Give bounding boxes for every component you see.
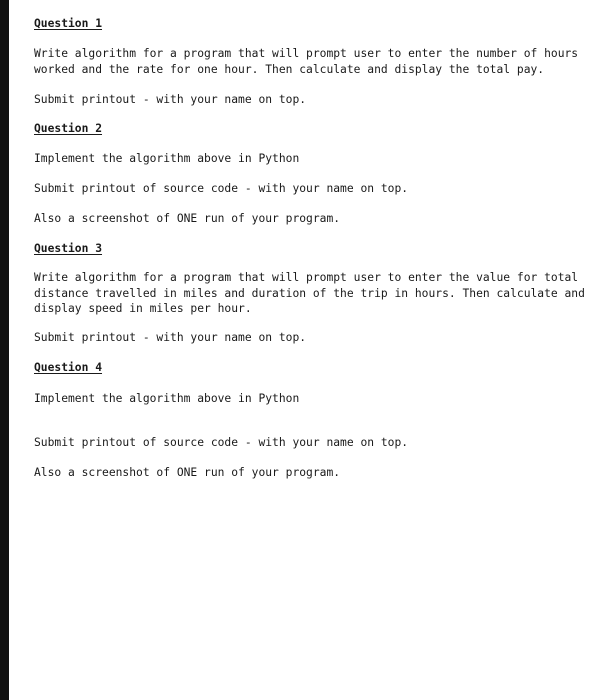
question-3-heading: Question 3 xyxy=(34,242,103,255)
question-3-line-2: distance travelled in miles and duration of the trip in hours. Then calculate and xyxy=(34,287,585,300)
question-1-line-1: Write algorithm for a program that will prompt user to enter the number of hours xyxy=(34,47,579,60)
question-3-line-3: display speed in miles per hour. xyxy=(34,302,252,315)
question-4-heading: Question 4 xyxy=(34,361,103,374)
question-3-submit: Submit printout - with your name on top. xyxy=(34,331,307,344)
question-1-line-2: worked and the rate for one hour. Then calculate and display the total pay. xyxy=(34,63,545,76)
question-2-line-1: Implement the algorithm above in Python xyxy=(34,152,300,165)
question-4-submit: Submit printout of source code - with your name on top. xyxy=(34,436,409,449)
question-4-line-1: Implement the algorithm above in Python xyxy=(34,392,300,405)
question-4-screenshot: Also a screenshot of ONE run of your program. xyxy=(34,466,341,479)
question-2-screenshot: Also a screenshot of ONE run of your program. xyxy=(34,212,341,225)
question-1-heading: Question 1 xyxy=(34,17,103,30)
question-2-heading: Question 2 xyxy=(34,122,103,135)
question-2-submit: Submit printout of source code - with your name on top. xyxy=(34,182,409,195)
left-edge-bar xyxy=(0,0,9,700)
question-3-line-1: Write algorithm for a program that will prompt user to enter the value for total xyxy=(34,271,579,284)
question-1-submit: Submit printout - with your name on top. xyxy=(34,93,307,106)
